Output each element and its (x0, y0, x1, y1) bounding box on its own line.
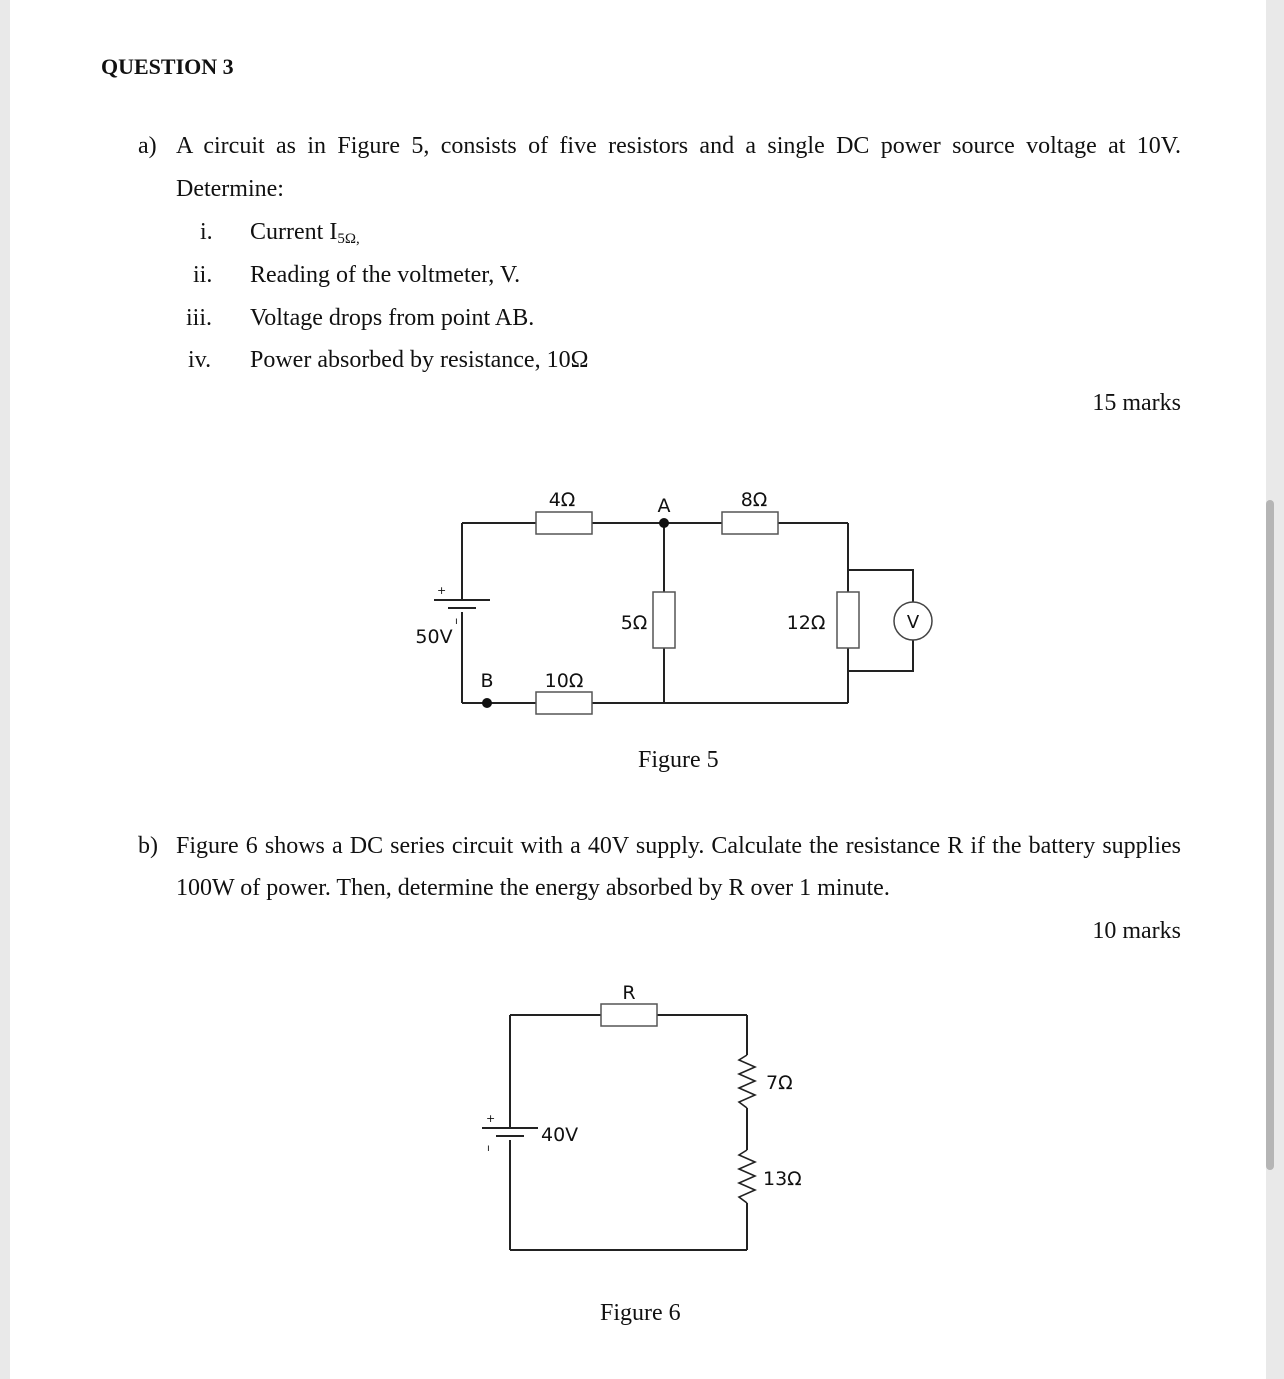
voltmeter-label: V (906, 612, 920, 633)
label-12-ohm: 12Ω (786, 612, 826, 634)
item-iii-num: iii. (186, 305, 213, 331)
item-iii-text: Voltage drops from point AB. (250, 305, 535, 331)
label-7-ohm: 7Ω (766, 1072, 793, 1094)
part-a-line1: A circuit as in Figure 5, consists of five resistors and a single DC power source voltage at 10V. (176, 133, 1181, 159)
part-a-label: a) (138, 133, 157, 159)
item-i-subscript: 5Ω, (337, 231, 360, 247)
label-r: R (622, 982, 636, 1004)
part-b-marks: 10 marks (1092, 918, 1181, 944)
battery-minus-sign: ı (455, 616, 458, 627)
item-i-text: Current $I_{5\Omega,}$ (250, 219, 360, 247)
resistor-r (601, 1004, 657, 1026)
battery-plus-sign: + (437, 584, 447, 597)
battery-40v-plus-sign: + (486, 1112, 496, 1125)
part-b-label: b) (138, 833, 158, 859)
part-a-line2: Determine: (176, 176, 284, 202)
label-node-b: B (480, 670, 494, 692)
label-40v: 40V (541, 1124, 579, 1146)
label-5-ohm: 5Ω (620, 612, 648, 634)
figure-6-caption: Figure 6 (600, 1300, 681, 1326)
resistor-7-ohm-zigzag (739, 1055, 755, 1108)
figure-5-caption: Figure 5 (638, 747, 719, 773)
item-iv-text: Power absorbed by resistance, 10Ω (250, 347, 589, 373)
label-4-ohm: 4Ω (548, 489, 576, 511)
label-50v: 50V (415, 626, 453, 648)
label-10-ohm: 10Ω (544, 670, 584, 692)
label-node-a: A (657, 495, 671, 517)
label-13-ohm: 13Ω (763, 1168, 802, 1190)
battery-40v-symbol (482, 1128, 538, 1136)
item-i-num: i. (200, 219, 213, 245)
battery-40v-minus-sign: ı (487, 1143, 490, 1154)
question-heading: QUESTION 3 (101, 54, 234, 79)
item-ii-num: ii. (193, 262, 213, 288)
item-ii-text: Reading of the voltmeter, V. (250, 262, 521, 288)
item-iv-num: iv. (188, 347, 212, 373)
part-b-line1: Figure 6 shows a DC series circuit with a 40V supply. Calculate the resistance R if the battery supplies (176, 833, 1181, 859)
label-8-ohm: 8Ω (740, 489, 768, 511)
part-b-line2: 100W of power. Then, determine the energy absorbed by R over 1 minute. (176, 875, 890, 901)
resistor-13-ohm-zigzag (739, 1150, 755, 1203)
part-a-marks: 15 marks (1092, 390, 1181, 416)
